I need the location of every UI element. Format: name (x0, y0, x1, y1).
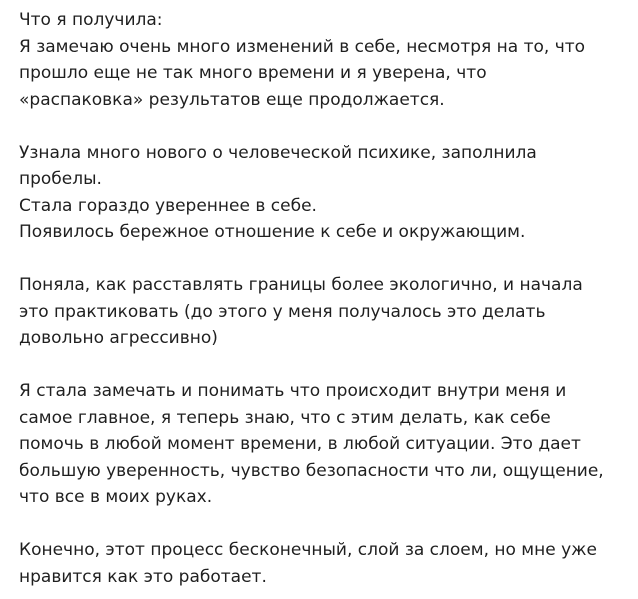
text-line: нравится как это работает. (19, 566, 267, 587)
text-line: что все в моих руках. (19, 487, 213, 507)
text-line: Появилось бережное отношение к себе и окружающим. (19, 222, 526, 242)
paragraph-awareness (19, 378, 631, 511)
text-line: Конечно, этот процесс бесконечный, слой за слоем, но мне уже (19, 540, 597, 560)
text-line: Я замечаю очень много изменений в себе, несмотря на то, что (19, 36, 586, 57)
text-line: Что я получила: (19, 10, 163, 30)
text-line: пробелы. (19, 169, 102, 189)
text-line: Узнала много нового о человеческой психике, заполнила (19, 142, 537, 163)
text-line: большую уверенность, чувство безопасности что ли, ощущение, (19, 460, 604, 481)
text-line: это практиковать (до этого у меня получалось это делать (19, 301, 546, 322)
message-text (19, 7, 631, 590)
paragraph-boundaries (19, 272, 631, 352)
paragraph-psychology (19, 140, 631, 246)
paragraph-what-i-got (19, 7, 631, 113)
text-line: Я стала замечать и понимать что происходит внутри меня и (19, 381, 567, 401)
text-line: Стала гораздо увереннее в себе. (19, 195, 317, 216)
text-line: самое главное, я теперь знаю, что с этим делать, как себе (19, 407, 551, 428)
text-line: «распаковка» результатов еще продолжается. (19, 89, 445, 110)
text-line: помочь в любой момент времени, в любой ситуации. Это дает (19, 434, 581, 454)
text-line: прошло еще не так много времени и я уверена, что (19, 63, 487, 83)
paragraph-conclusion (19, 537, 631, 590)
text-line: довольно агрессивно) (19, 328, 218, 348)
text-line: Поняла, как расставлять границы более экологично, и начала (19, 275, 583, 295)
